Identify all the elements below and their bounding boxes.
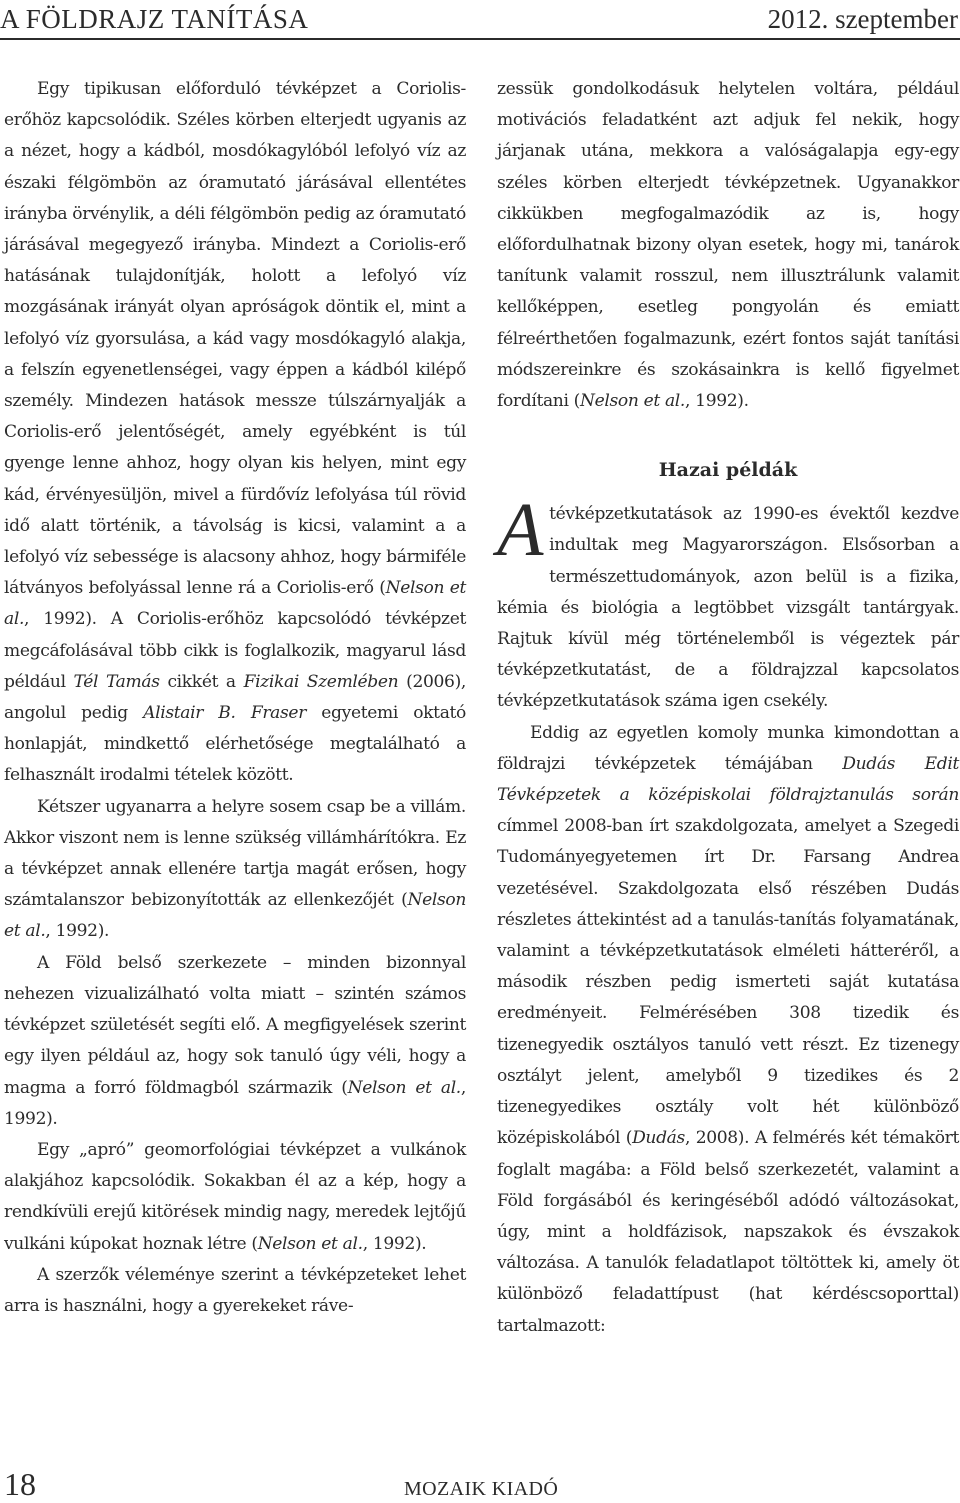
right-column xyxy=(497,74,959,1342)
left-column xyxy=(4,74,466,1322)
paragraph-text: Kétszer ugyanarra a helyre sosem csap be a villám. Akkor viszont nem is lenne szükség villámhárítókra. Ez a tévképzet annak ellenére tartja magát erősen, hogy számtalanszor bebizonyították az ellenkezőjét ( xyxy=(4,796,466,911)
citation: Nelson et al. xyxy=(4,890,466,942)
paragraph-text: A Föld belső szerkezete – minden bizonnyal nehezen vizualizálható volta miatt – szintén számos tévképzet születését segíti elő. A megfigyelések szerint egy ilyen például az, hogy sok tanuló úgy véli, hogy a magma a forró földmagból származik ( xyxy=(4,952,466,1098)
paragraph-text: zessük gondolkodásuk helytelen voltára, például motivációs feladatként azt adjuk fel nekik, hogy járjanak utána, mekkora a valóságalapja egy-egy széles körben elterjedt tévképzetnek. Ugyanakkor cikkükben megfogalmazódik az is, hogy előfordulhatnak bizony olyan esetek, hogy mi, tanárok tanítunk valamit rosszul, nem illusztrálunk valamit kellőképpen, esetleg pongyolán és emiatt félreérthetően fogalmazunk, ezért fontos saját tanítási módszereinkre és szokásainkra is kellő figyelmet fordítani ( xyxy=(497,79,959,412)
paragraph-text: , 2008). A felmérés két témakört foglalt magába: a Föld belső szerkezetét, valamint a Föld forgásából és keringéséből adódó változásokat, úgy, mint a holdfázisok, napszakok és évszakok változása. A tanulók feladatlapot töltöttek ki, amely öt különböző feladattípust (hat kérdéscsoporttal) tartalmazott: xyxy=(497,1128,959,1336)
citation: Nelson et al. xyxy=(347,1077,461,1098)
header-divider xyxy=(0,38,960,40)
citation: Nelson et al. xyxy=(4,578,466,630)
paragraph-text: tévképzetkutatások az 1990-es évektől kezdve indultak meg Magyarországon. Elsősorban a természettudományok, azon belül is a fizika, kémia és biológia a legtöbbet vizsgált tantárgyak. Rajtuk kívül még történelemből is végeztek pár tévképzetkutatást, de a földrajzzal kapcsolatos tévképzetkutatások száma igen csekély. xyxy=(497,504,959,712)
author-name: Tél Tamás xyxy=(73,671,160,692)
author-name: Alistair B. Fraser xyxy=(143,703,307,724)
paragraph-earth-structure xyxy=(4,948,466,1135)
running-title: A FÖLDRAJZ TANÍTÁSA xyxy=(0,4,309,34)
paragraph-text: , 1992). A Coriolis-erőhöz kapcsolódó tévképzet megcáfolásával több cikk is foglalkozik, magyarul lásd például xyxy=(4,609,466,692)
paragraph-authors-opinion: A szerzők véleménye szerint a tévképzeteket lehet arra is használni, hogy a gyerekeket ráve- xyxy=(4,1264,466,1316)
paragraph-text: címmel 2008-ban írt szakdolgozata, amelyet a Szegedi Tudományegyetemen írt Dr. Farsang Andrea vezetésével. Szakdolgozata első részében Dudás részletes áttekintést ad a tanulás-tanítás folyamatának, valamint a tévképzetkutatások elméleti hátteréről, a második részben pedig ismerteti saját kutatása eredményeit. Felmérésében 308 tizedik és tizenegyedik osztályos tanuló vett részt. Ez tizenegy osztályt jelent, amelyből 9 tizedikes és 2 tizenegyedikes osztály volt hét különböző középiskolából ( xyxy=(497,816,959,1149)
paragraph-lightning xyxy=(4,792,466,948)
page-header xyxy=(0,0,960,40)
paragraph-dudas-thesis xyxy=(497,718,959,1342)
paragraph-text: Eddig az egyetlen komoly munka kimondottan a földrajzi tévképzetek témájában xyxy=(497,722,959,774)
paragraph-text: , 1992). xyxy=(45,921,110,942)
paragraph-text: , 1992). xyxy=(685,391,749,412)
paragraph-volcano xyxy=(4,1135,466,1260)
issue-date: 2012. szeptember xyxy=(767,4,958,34)
paragraph-text: Egy tipikusan előforduló tévképzet a Coriolis-erőhöz kapcsolódik. Széles körben elterjedt ugyanis az a nézet, hogy a kádból, mosdókagylóból lefolyó víz az északi félgömbön az óramutató járásával ellentétes irányba örvénylik, a déli félgömbön pedig az óramutató járásával megegyező irányba. Mindezt a Coriolis-erő hatásának tulajdonítják, holott a lefolyó víz mozgásának irányát olyan apróságok döntik el, mint a lefolyó víz gyorsulása, a kád vagy mosdókagyló alakja, a felszín egyenetlenségei, vagy éppen a kádból kilépő személy. Mindezen hatások messze túlszárnyalják a Coriolis-erő jelentőségét, amely egyébként is túl gyenge lenne ahhoz, hogy olyan kis helyen, mint egy kád, érvényesüljön, mivel a fürdővíz lefolyása túl rövid idő alatt történik, a távolság is kicsi, valamint a a lefolyó víz sebessége is alacsony ahhoz, hogy bármiféle látványos befolyással lenne rá a Coriolis-erő ( xyxy=(4,79,466,599)
page-number: 18 xyxy=(4,1466,36,1502)
paragraph-coriolis xyxy=(4,74,466,792)
publisher-name: MOZAIK KIADÓ xyxy=(404,1478,559,1500)
paragraph-text: , 1992). xyxy=(362,1233,427,1254)
paragraph-continuation xyxy=(497,74,959,417)
section-heading: Hazai példák xyxy=(658,459,798,482)
paragraph-text: cikkét a xyxy=(159,671,244,692)
paragraph-text: , 1992). xyxy=(4,1077,466,1129)
thesis-title: Dudás Edit Tévképzetek a középiskolai földrajztanulás során xyxy=(497,753,959,806)
citation: Nelson et al. xyxy=(257,1233,363,1254)
drop-cap: A xyxy=(497,488,544,573)
paragraph-text: egyetemi oktató honlapját, mindkettő elérhetősége megtalálható a felhasznált irodalmi tételek között. xyxy=(4,703,466,786)
journal-name: Fizikai Szemlében xyxy=(243,671,399,692)
citation: Nelson et al. xyxy=(580,391,686,412)
paragraph-text: Egy „apró” geomorfológiai tévképzet a vulkánok alakjához kapcsolódik. Sokakban él az a kép, hogy a rendkívüli erejű kitörések mindig nagy, meredek lejtőjű vulkáni kúpokat hoznak létre ( xyxy=(4,1139,466,1254)
paragraph-text: (2006), angolul pedig xyxy=(4,671,466,724)
paragraph-hungarian-research xyxy=(497,488,959,717)
citation: Dudás xyxy=(632,1128,685,1149)
